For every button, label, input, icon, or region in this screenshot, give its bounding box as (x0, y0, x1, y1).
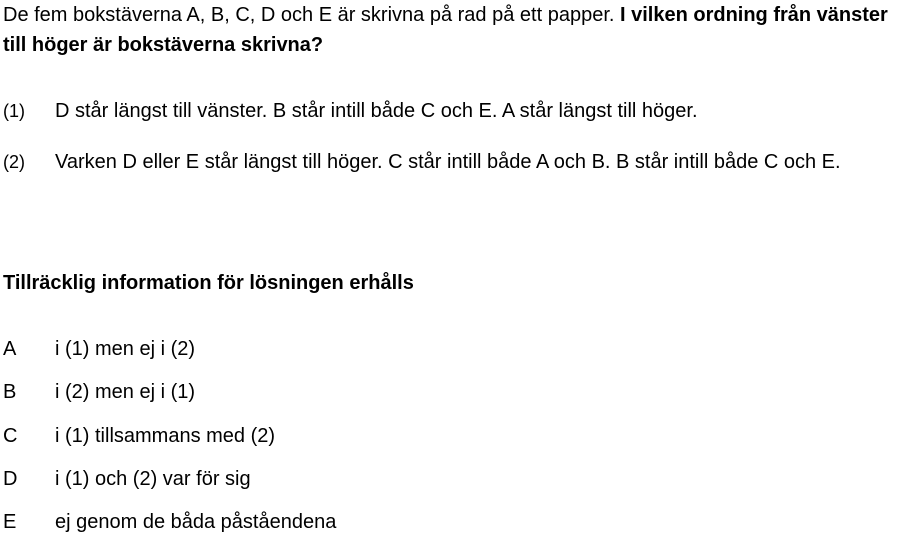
statement-text: D står längst till vänster. B står intill både C och E. A står längst till höger. (55, 100, 698, 122)
question-intro: De fem bokstäverna A, B, C, D och E är skrivna på rad på ett papper. (3, 4, 620, 26)
statement-text: Varken D eller E står längst till höger. C står intill både A och B. B står intill både C och E. (55, 151, 841, 173)
option-letter: A (3, 338, 17, 360)
statement-2 (3, 147, 895, 178)
option-letter: B (3, 381, 17, 403)
answer-option-a[interactable] (3, 334, 895, 364)
option-text: i (2) men ej i (1) (55, 381, 196, 403)
statement-1 (3, 96, 895, 127)
question-prompt: I vilken ordning från vänster till höger är bokstäverna skrivna? (3, 4, 888, 56)
statement-number: (1) (3, 101, 25, 121)
statement-number: (2) (3, 152, 25, 172)
option-text: i (1) och (2) var för sig (55, 468, 251, 490)
option-letter: D (3, 468, 18, 490)
answer-option-e[interactable] (3, 507, 895, 537)
option-letter: C (3, 425, 18, 447)
option-letter: E (3, 511, 17, 533)
option-text: i (1) tillsammans med (2) (55, 425, 276, 447)
option-text: ej genom de båda påståendena (55, 511, 337, 533)
answer-option-b[interactable] (3, 377, 895, 407)
answer-option-c[interactable] (3, 421, 895, 451)
question-text (3, 0, 895, 60)
answer-heading: Tillräcklig information för lösningen erhålls (3, 272, 414, 294)
option-text: i (1) men ej i (2) (55, 338, 196, 360)
answer-option-d[interactable] (3, 464, 895, 494)
